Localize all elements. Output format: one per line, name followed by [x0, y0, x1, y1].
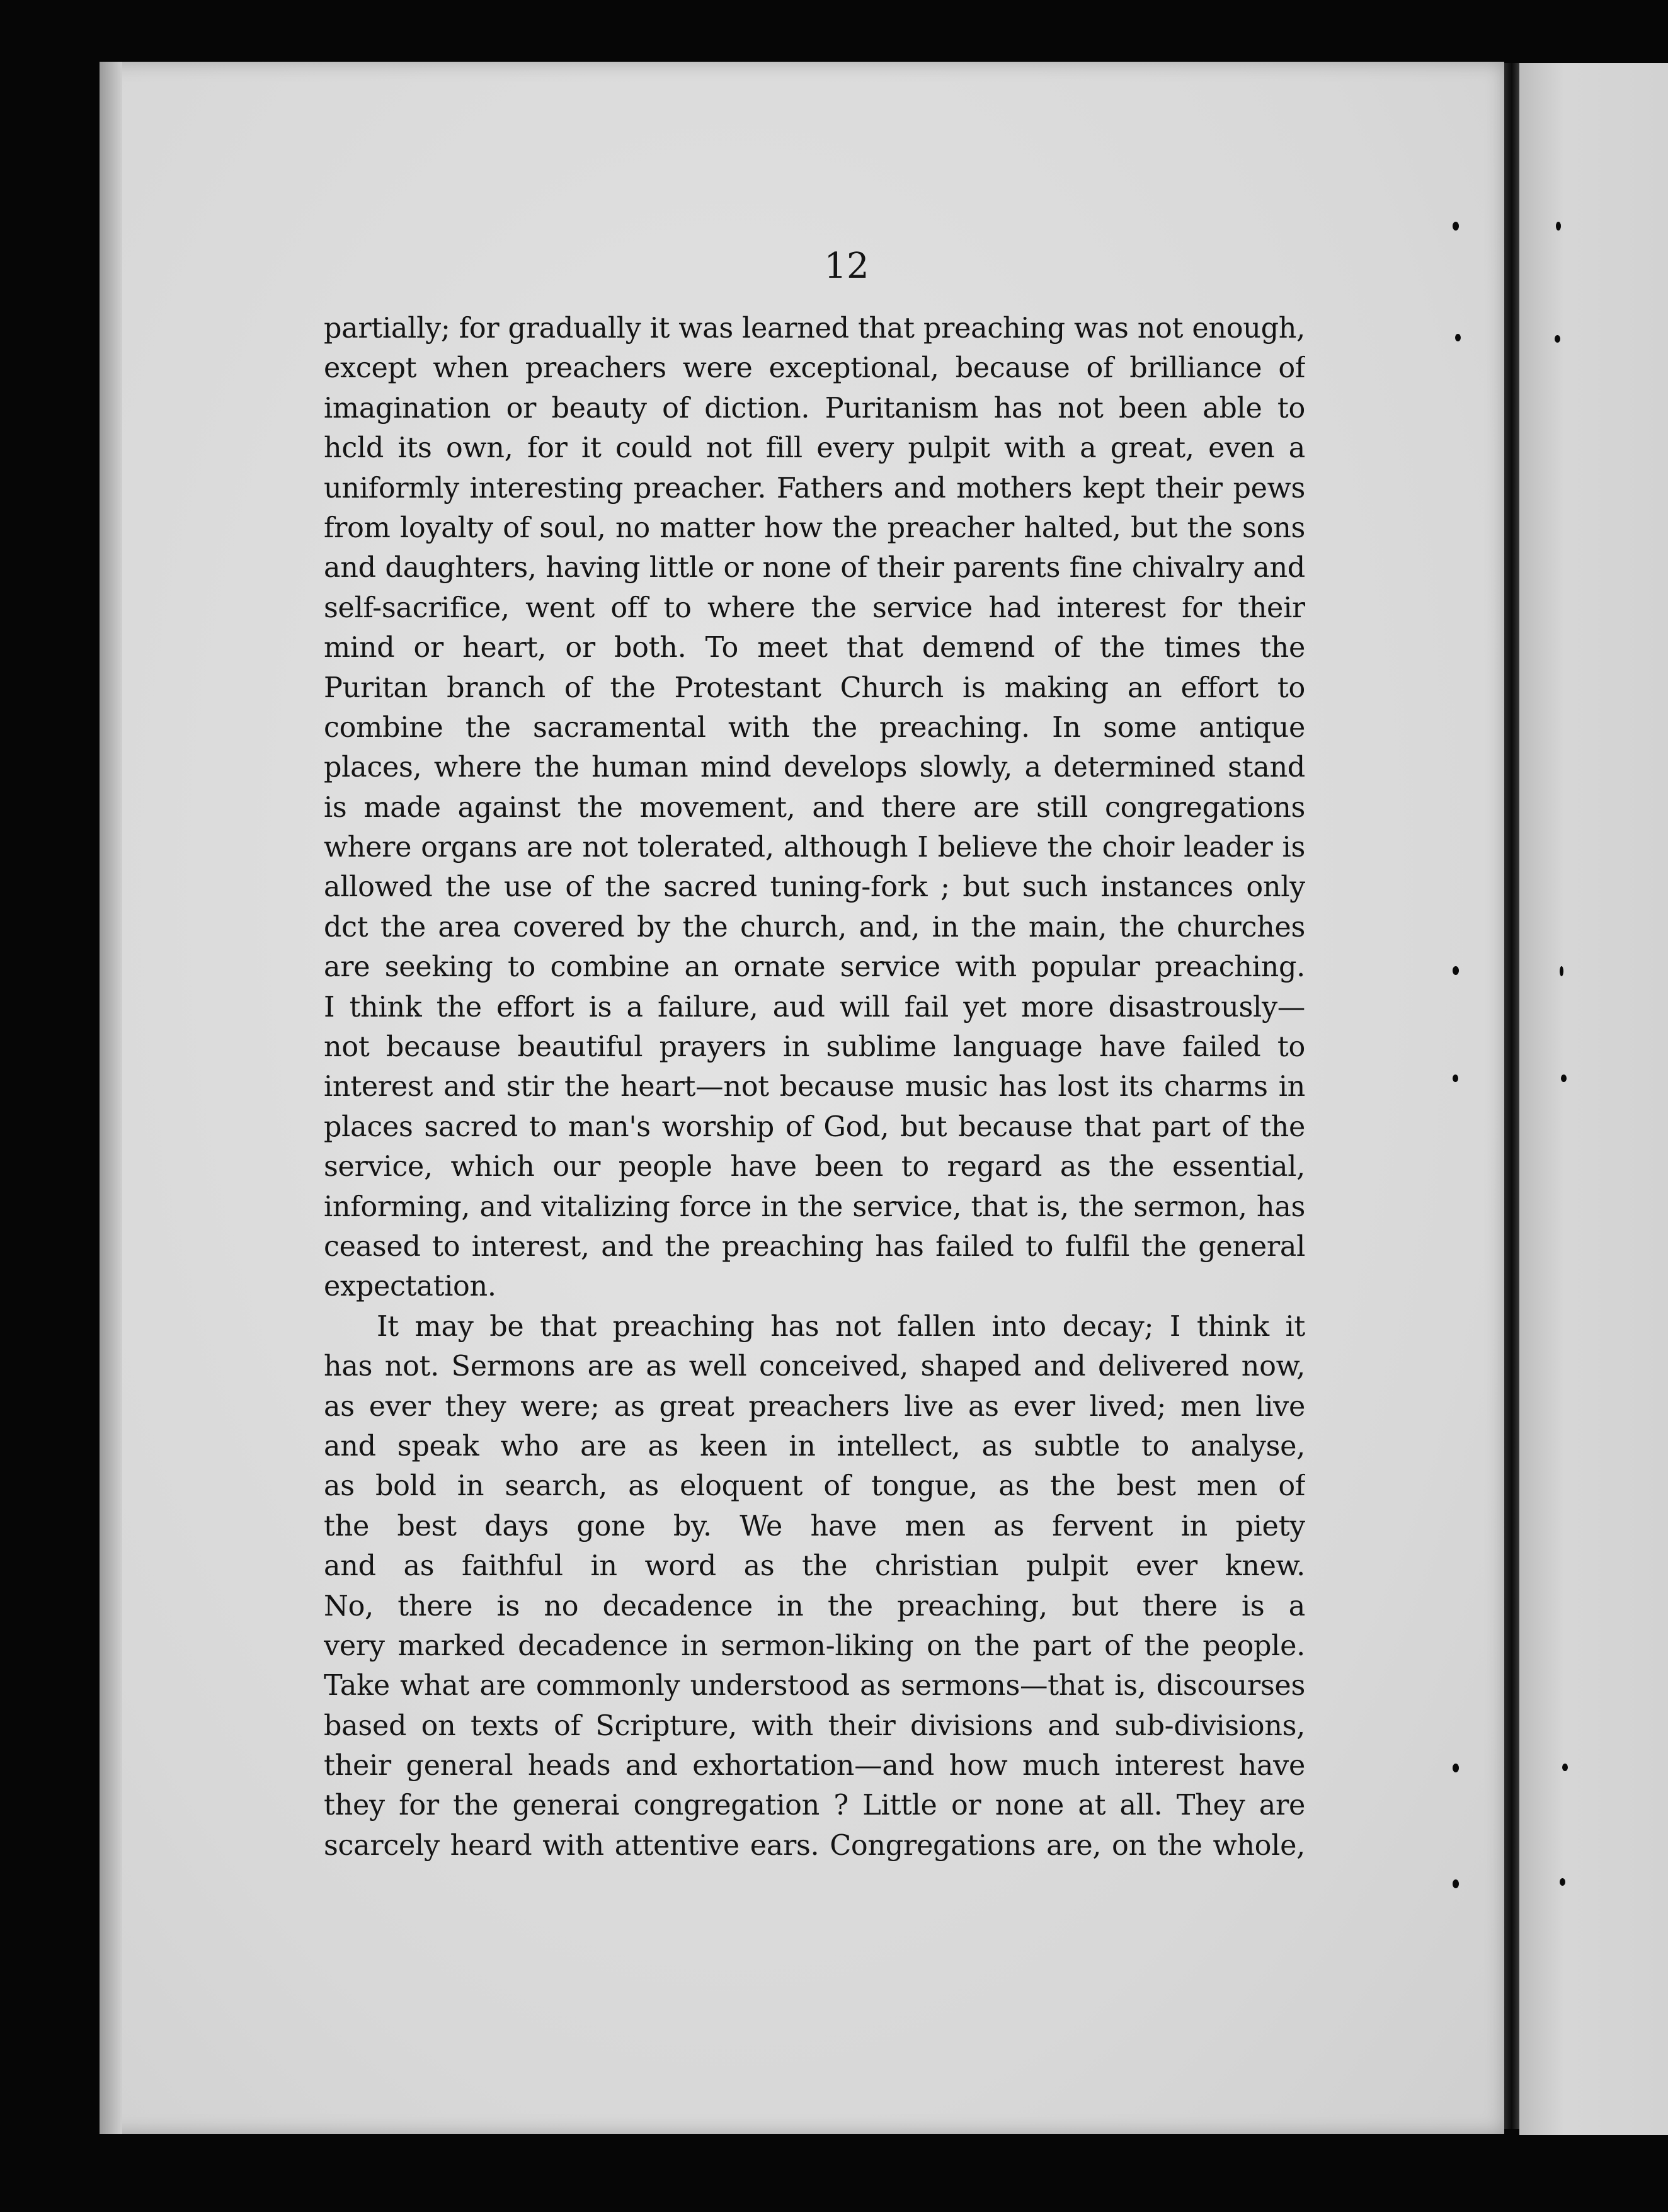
text-line: dct the area covered by the church, and, in the main, the churches [324, 911, 1305, 944]
text-line: ceased to interest, and the preaching has failed to fulfil the general [324, 1230, 1305, 1263]
scan-speck [1556, 222, 1561, 231]
text-line: very marked decadence in sermon-liking on the part of the people. [324, 1629, 1305, 1662]
text-line: No, there is no decadence in the preaching, but there is a [324, 1590, 1305, 1622]
scan-speck [1453, 1879, 1459, 1888]
text-line: Puritan branch of the Protestant Church is making an effort to [324, 671, 1305, 704]
page-left-edge [100, 62, 122, 2134]
scan-speck [1560, 1878, 1565, 1886]
text-line: service, which our people have been to regard as the essential, [324, 1151, 1305, 1183]
text-line: informing, and vitalizing force in the service, that is, the sermon, has [324, 1190, 1305, 1223]
text-line: not because beautiful prayers in sublime language have failed to [324, 1031, 1305, 1064]
text-line: the best days gone by. We have men as fervent in piety [324, 1510, 1305, 1542]
text-line: mind or heart, or both. To meet that demɐnd of the times the [324, 632, 1305, 664]
scan-speck [1453, 1764, 1459, 1772]
text-line: uniformly interesting preacher. Fathers and mothers kept their pews [324, 472, 1305, 505]
text-line: except when preachers were exceptional, because of brilliance of [324, 352, 1305, 385]
page-number: 12 [824, 246, 869, 287]
text-line: partially; for gradually it was learned that preaching was not enough, [324, 312, 1305, 345]
scan-speck [1455, 334, 1461, 341]
text-line: based on texts of Scripture, with their divisions and sub-divisions, [324, 1709, 1305, 1742]
text-line: hcld its own, for it could not fill every pulpit with a great, even a [324, 432, 1305, 465]
text-line: and daughters, having little or none of their parents fine chivalry and [324, 552, 1305, 584]
scan-speck [1453, 222, 1459, 231]
text-line: where organs are not tolerated, although I believe the choir leader is [324, 831, 1305, 864]
text-line: Take what are commonly understood as sermons—that is, discourses [324, 1670, 1305, 1702]
text-line: scarcely heard with attentive ears. Congregations are, on the whole, [324, 1829, 1305, 1862]
text-line: as ever they were; as great preachers live as ever lived; men live [324, 1390, 1305, 1423]
text-line: imagination or beauty of diction. Puritanism has not been able to [324, 392, 1305, 425]
text-line: allowed the use of the sacred tuning-fork ; but such instances only [324, 871, 1305, 904]
text-line: places, where the human mind develops slowly, a determined stand [324, 751, 1305, 784]
scan-speck [1562, 1764, 1568, 1771]
text-line: interest and stir the heart—not because music has lost its charms in [324, 1071, 1305, 1103]
scan-speck [1453, 1075, 1458, 1082]
scan-speck [1555, 335, 1560, 343]
text-line: has not. Sermons are as well conceived, shaped and delivered now, [324, 1350, 1305, 1383]
text-line: is made against the movement, and there are still congregations [324, 791, 1305, 824]
scan-speck [1561, 1075, 1567, 1082]
text-line: as bold in search, as eloquent of tongue, as the best men of [324, 1470, 1305, 1503]
text-line: are seeking to combine an ornate service with popular preaching. [324, 951, 1305, 984]
body-text [324, 309, 1305, 1866]
scan-speck [1453, 966, 1459, 975]
book-gutter [1504, 63, 1519, 2129]
text-line: places sacred to man's worship of God, but because that part of the [324, 1110, 1305, 1143]
text-line: their general heads and exhortation—and how much interest have [324, 1750, 1305, 1782]
text-line: and as faithful in word as the christian pulpit ever knew. [324, 1550, 1305, 1583]
facing-page-edge [1519, 63, 1668, 2135]
text-line: they for the generai congregation ? Little or none at all. They are [324, 1789, 1305, 1822]
text-line: I think the effort is a failure, aud will fail yet more disastrously— [324, 991, 1305, 1023]
text-line: and speak who are as keen in intellect, as subtle to analyse, [324, 1430, 1305, 1462]
text-line: combine the sacramental with the preaching. In some antique [324, 711, 1305, 744]
text-line: from loyalty of soul, no matter how the preacher halted, but the sons [324, 511, 1305, 544]
text-line: expectation. [324, 1270, 496, 1303]
text-line: It may be that preaching has not fallen into decay; I think it [377, 1310, 1305, 1343]
text-line: self-sacrifice, went off to where the service had interest for their [324, 591, 1305, 624]
scan-speck [1560, 966, 1563, 976]
